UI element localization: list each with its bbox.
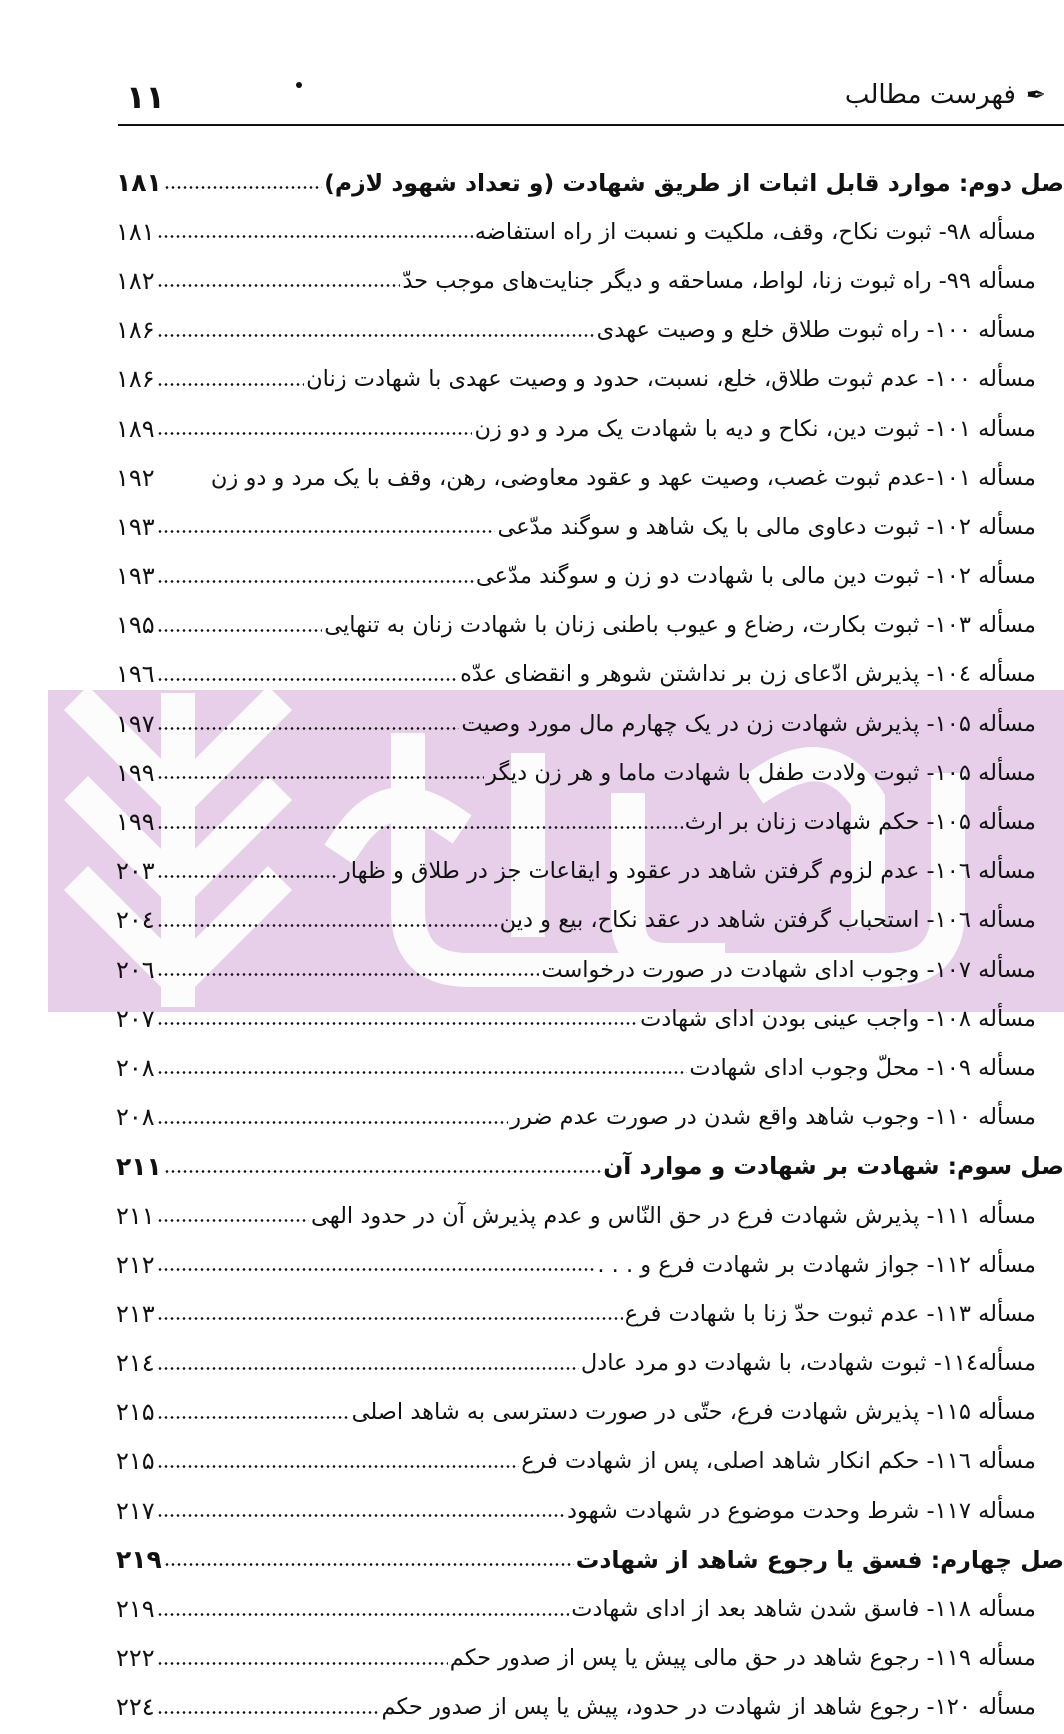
toc-page-number: ۲۱۷ [116,1496,155,1525]
dot-leader [157,776,484,779]
toc-page-number: ۲۱۲ [116,1250,155,1279]
dot-leader [157,1071,688,1074]
toc-entry-row [116,207,1064,256]
dot-leader [157,1219,309,1222]
toc-page-number: ۱۸۶ [116,316,155,345]
toc-page-number: ۱۹۹ [116,758,155,787]
toc-entry-title: مسأله۱۱٤- ثبوت شهادت، با شهادت دو مرد عادل [580,1350,1036,1377]
dot-leader [157,1121,508,1124]
toc-entry-row [116,355,1064,404]
toc-entry-row [116,601,1064,650]
toc-chapter-row [116,1142,1064,1191]
running-title [845,80,1046,110]
toc-entry-title: مسأله ۱۰٦- استحباب گرفتن شاهد در عقد نکاح، بیع و دین [499,907,1036,934]
toc-entry-title: مسأله ۱۱۰- وجوب شاهد واقع شدن در صورت عدم ضرر [510,1104,1036,1131]
dot-leader [157,334,595,337]
toc-page-number: ۲۲٤ [116,1693,155,1722]
dot-leader [157,1317,623,1320]
toc-entry-row [116,994,1064,1043]
toc-entry-title: مسأله ۱۰۲- ثبوت دعاوی مالی با یک شاهد و سوگند مدّعی [497,513,1036,540]
toc-entry-title: مسأله ۱۰٤- پذیرش ادّعای زن بر نداشتن شوهر و انقضای عدّه [460,661,1036,688]
dot-leader [157,383,304,386]
toc-entry-title: صل سوم: شهادت بر شهادت و موارد آن [603,1152,1064,1181]
toc-entry-row [116,1584,1064,1633]
dot-leader [157,973,540,976]
toc-entry-title: مسأله ۱۱٦- حکم انکار شاهد اصلی، پس از شهادت فرع [521,1448,1036,1475]
dot-leader [164,1170,601,1173]
ink-dot [296,82,302,88]
toc-entry-row [116,896,1064,945]
toc-entry-title: مسأله ۹۹- راه ثبوت زنا، لواط، مساحقه و دیگر جنایت‌های موجب حدّ [402,267,1036,294]
toc-page-number: ۱۹۳ [116,562,155,591]
toc-page-number: ۱۹۹ [116,808,155,837]
toc-page-number: ۲۱۵ [116,1447,155,1476]
dot-leader [157,530,496,533]
running-title-text: فهرست مطالب [844,80,1016,110]
toc-entry-title: مسأله ۱۰۳- ثبوت بکارت، رضاع و عیوب باطنی زنان با شهادت زنان به تنهایی [324,612,1036,639]
toc-chapter-row [116,158,1064,207]
toc-page-number: ۲۱٤ [116,1349,155,1378]
toc-entry-row [116,404,1064,453]
dot-leader [157,678,458,681]
toc-entry-row [116,1191,1064,1240]
dot-leader [157,1613,570,1616]
toc-entry-row [116,1634,1064,1683]
page-number: ۱۱ [126,78,166,116]
toc-page-number: ۲۰۸ [116,1053,155,1082]
dot-leader [157,826,683,829]
dot-leader [157,727,460,730]
dot-leader [157,580,474,583]
toc-entry-title: مسأله ۱۰۵- پذیرش شهادت زن در یک چهارم مال مورد وصیت [461,710,1036,737]
page-header [118,78,1064,126]
toc-page-number: ۱۸۲ [116,266,155,295]
toc-page-number: ۱۹۳ [116,512,155,541]
toc-page-number: ۱۹۷ [116,709,155,738]
dot-leader [157,1711,380,1714]
toc-entry-title: مسأله ۱۰۷- وجوب ادای شهادت در صورت درخواست [541,956,1036,983]
toc-entry-title: مسأله ۱۱۷- شرط وحدت موضوع در شهادت شهود [566,1497,1036,1524]
toc-entry-row [116,552,1064,601]
toc-page-number: ۱۹٦ [116,660,155,689]
toc-entry-row [116,453,1064,502]
toc-page-number: ۲۱۵ [116,1398,155,1427]
toc-entry-title: مسأله ۱۰۹- محلّ وجوب ادای شهادت [689,1054,1036,1081]
toc-entry-title: مسأله ۱۰۱-عدم ثبوت غصب، وصیت عهد و عقود معاوضی، رهن، وقف با یک مرد و دو زن [210,464,1036,491]
dot-leader [157,235,473,238]
toc-entry-title: مسأله ۱۲۰- رجوع شاهد از شهادت در حدود، پیش یا پس از صدور حکم [381,1694,1036,1721]
toc-entry-title: مسأله ۱۰۵- ثبوت ولادت طفل با شهادت ماما و هر زن دیگر [486,759,1036,786]
toc-entry-row [116,1240,1064,1289]
toc-entry-title: مسأله ۱۰٦- عدم لزوم گرفتن شاهد در عقود و ایقاعات جز در طلاق و ظهار [339,858,1036,885]
toc-entry-row [116,502,1064,551]
toc-page-number: ۲۱۹ [116,1595,155,1624]
dot-leader [157,1022,638,1025]
dot-leader [157,1416,350,1419]
toc-entry-title: صل دوم: موارد قابل اثبات از طریق شهادت (و تعداد شهود لازم) [324,168,1064,197]
dot-leader [157,1367,579,1370]
dot-leader [157,629,323,632]
toc-entry-title: مسأله ۹۸- ثبوت نکاح، وقف، ملکیت و نسبت از راه استفاضه [474,218,1036,245]
dot-leader [157,1662,448,1665]
toc-page-number: ۲۰۷ [116,1004,155,1033]
toc-entry-title: مسأله ۱۰۲- ثبوت دین مالی با شهادت دو زن و سوگند مدّعی [475,563,1036,590]
toc-entry-row [116,699,1064,748]
dot-leader [157,432,473,435]
toc-entry-title: مسأله ۱۰۸- واجب عینی بودن ادای شهادت [640,1005,1036,1032]
toc-entry-title: مسأله ۱۱۸- فاسق شدن شاهد بعد از ادای شهادت [571,1596,1036,1623]
toc-page-number: ۲۲۲ [116,1644,155,1673]
dot-leader [157,1268,596,1271]
pen-nib-icon: ✒ [1025,81,1046,109]
toc-page-number: ۲۱۹ [116,1545,162,1575]
toc-entry-row [116,1683,1064,1732]
toc-page-number: ۲۰۸ [116,1103,155,1132]
toc-page-number: ۲۱۳ [116,1299,155,1328]
toc-entry-title: مسأله ۱۰۵- حکم شهادت زنان بر ارث [684,809,1036,836]
toc-entry-title: مسأله ۱۱۲- جواز شهادت بر شهادت فرع و . . . [597,1251,1036,1278]
table-of-contents [116,158,1064,1732]
toc-page-number: ۲۱۱ [116,1151,162,1181]
toc-page-number: ۲۱۱ [116,1201,155,1230]
toc-page-number: ۱۹۵ [116,611,155,640]
toc-entry-row [116,748,1064,797]
toc-entry-row [116,1437,1064,1486]
toc-entry-title: مسأله ۱۰۰- عدم ثبوت طلاق، خلع، نسبت، حدود و وصیت عهدی با شهادت زنان [306,366,1036,393]
toc-page-number: ۱۹۲ [116,463,155,492]
dot-leader [157,875,338,878]
dot-leader [157,481,209,484]
dot-leader [157,1465,520,1468]
toc-entry-row [116,945,1064,994]
toc-page-number: ۱۸۹ [116,414,155,443]
toc-entry-title: مسأله ۱۱۳- عدم ثبوت حدّ زنا با شهادت فرع [624,1300,1036,1327]
dot-leader [157,284,401,287]
toc-entry-row [116,1093,1064,1142]
toc-entry-title: مسأله ۱۱۱- پذیرش شهادت فرع در حق النّاس و عدم پذیرش آن در حدود الهی [310,1202,1036,1229]
toc-page-number: ۱۸۱ [116,168,162,198]
toc-entry-title: مسأله ۱۰۱- ثبوت دین، نکاح و دیه با شهادت یک مرد و دو زن [474,415,1036,442]
toc-entry-row [116,256,1064,305]
toc-entry-title: مسأله ۱۰۰- راه ثبوت طلاق خلع و وصیت عهدی [596,317,1036,344]
dot-leader [164,1563,574,1566]
toc-entry-row [116,1486,1064,1535]
toc-entry-row [116,1289,1064,1338]
toc-entry-row [116,1388,1064,1437]
toc-page-number: ۱۸۱ [116,217,155,246]
toc-page-number: ۲۰٤ [116,906,155,935]
toc-entry-row [116,1339,1064,1388]
toc-chapter-row [116,1535,1064,1584]
dot-leader [164,186,322,189]
toc-entry-title: مسأله ۱۱۵- پذیرش شهادت فرع، حتّی در صورت دسترسی به شاهد اصلی [351,1399,1036,1426]
toc-entry-row [116,650,1064,699]
toc-entry-title: مسأله ۱۱۹- رجوع شاهد در حق مالی پیش یا پس از صدور حکم [449,1645,1036,1672]
toc-page-number: ۲۰۳ [116,857,155,886]
toc-entry-row [116,797,1064,846]
toc-page-number: ۲۰٦ [116,955,155,984]
toc-entry-row [116,306,1064,355]
dot-leader [157,1514,565,1517]
toc-entry-row [116,847,1064,896]
toc-entry-row [116,1043,1064,1092]
toc-entry-title: صل چهارم: فسق یا رجوع شاهد از شهادت [575,1545,1064,1574]
toc-page-number: ۱۸۶ [116,365,155,394]
dot-leader [157,924,498,927]
